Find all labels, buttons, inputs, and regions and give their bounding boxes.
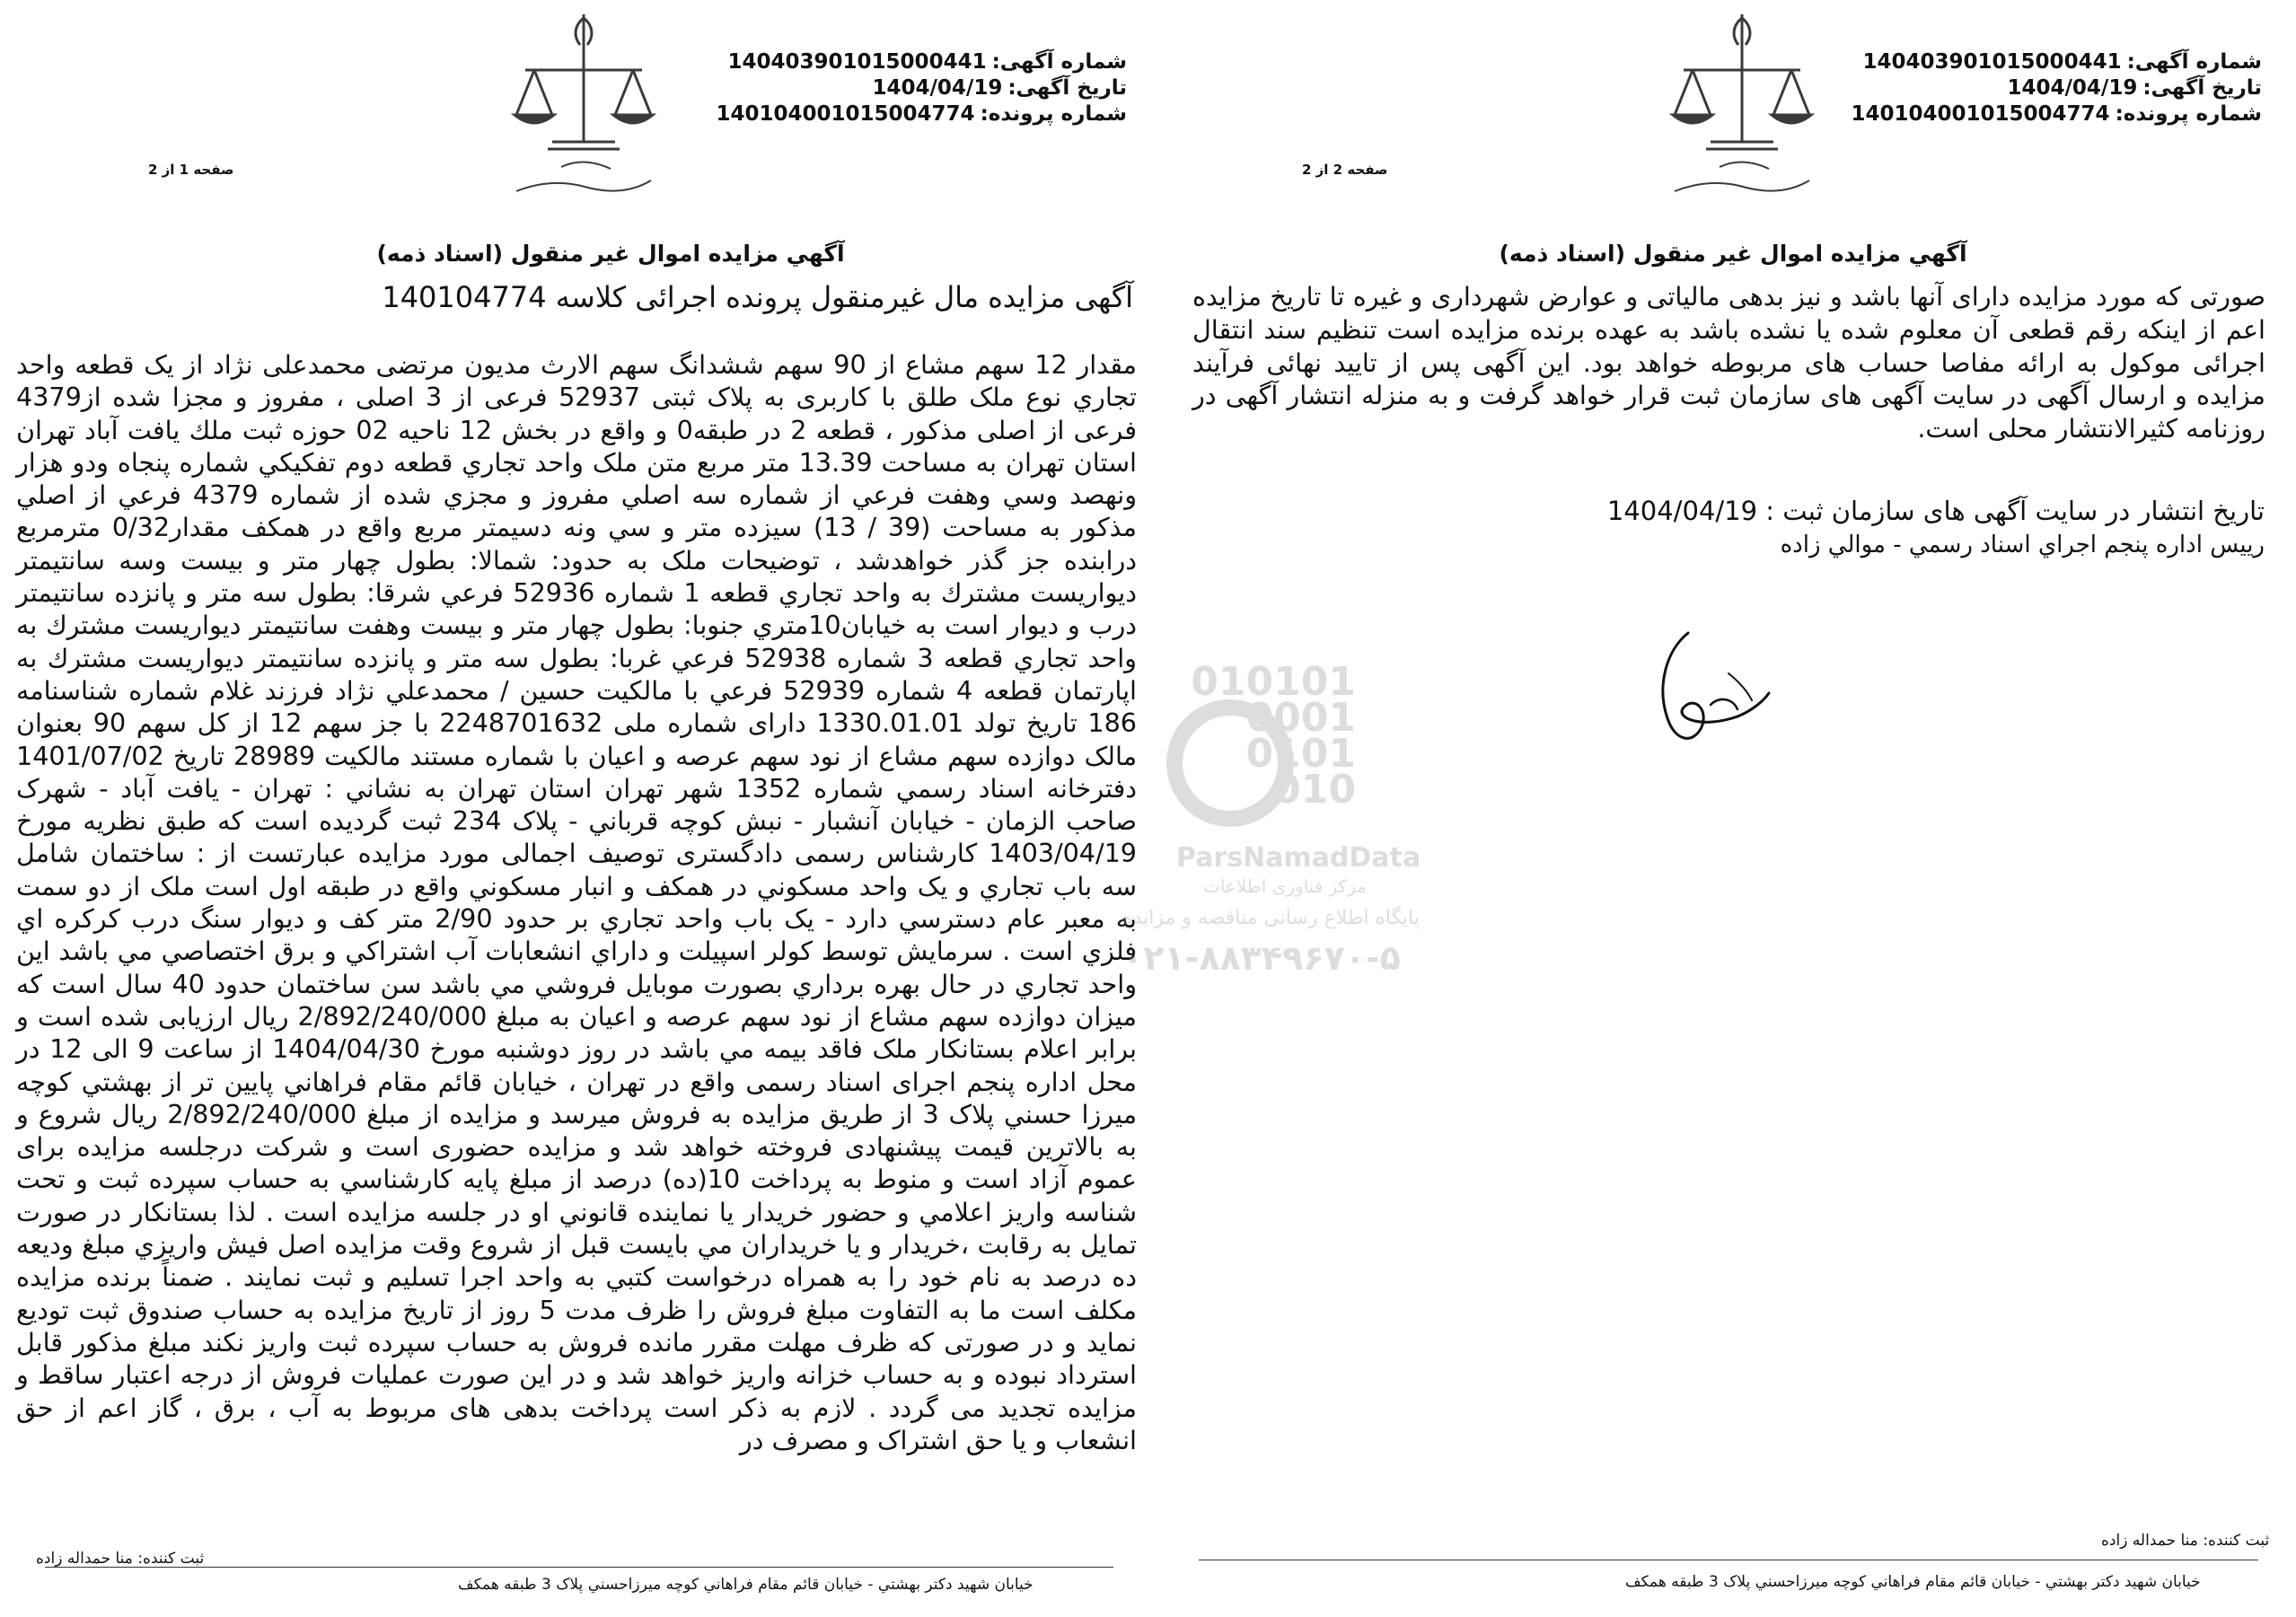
registrar-name: منا حمداله زاده — [36, 1550, 133, 1568]
case-number: 140104001015004774 — [716, 102, 975, 126]
notice-number: 140403901015000441 — [1862, 50, 2122, 74]
notice-date: 1404/04/19 — [872, 76, 1003, 100]
watermark-phone: ۰۲۱-۸۸۳۴۹۶۷۰-۵ — [1122, 938, 1401, 978]
case-number-row: شماره پرونده:140104001015004774 — [1851, 102, 2262, 126]
publication-date-value: 1404/04/19 — [1606, 496, 1758, 526]
watermark-brand: ParsNamadData — [1176, 842, 1421, 874]
footer-divider — [45, 1567, 1113, 1568]
watermark-info: پایگاه اطلاع رسانی مناقصه و مزایده — [1122, 907, 1420, 929]
notice-header-meta — [1852, 49, 2263, 127]
notice-header-meta — [717, 49, 1128, 127]
notice-subtitle: آگهی مزایده مال غیرمنقول پرونده اجرائی کلاسه 140104774 — [382, 280, 1133, 314]
case-number: 140104001015004774 — [1851, 102, 2110, 126]
notice-title: آگهي مزايده اموال غير منقول (اسناد ذمه) — [1499, 241, 1967, 267]
notice-body-text: مقدار 12 سهم مشاع از 90 سهم ششدانگ سهم الارث مدیون مرتضی محمدعلی نژاد از یک قطعه واحد تجاري نوع ملک طلق با کاربری به پلاک ثبتی 52937 فرعی از 3 اصلی ، مفروز و مجزا شده از4379 فرعی از اصلی مذکور ، قطعه 2 در طبقه0 و واقع در بخش 12 ناحیه 02 حوزه ثبت ملك یافت آباد تهران استان تهران به مساحت 13.39 متر مربع متن ملک واحد تجاري قطعه دوم تفکيکي شماره پنجاه ودو هزار ونهصد وسي وهفت فرعي از شماره سه اصلي مفروز و مجزي شده از شماره 4379 فرعي از اصلي مذکور به مساحت (39 / 13) سيزده متر و سي ونه دسيمتر مربع واقع در همکف مقدار0/32 مترمربع درابنده جز گذر خواهدشد ، توضیحات ملک به حدود: شمالا: بطول چهار متر و بيست وسه سانتيمتر ديواريست مشترك به واحد تجاري قطعه 1 شماره 52936 فرعي شرقا: بطول سه متر و پانزده سانتيمتر درب و ديوار است به خيابان10متري جنوبا: بطول چهار متر و بيست وهفت سانتيمتر ديواريست مشترك به واحد تجاري قطعه 3 شماره 52938 فرعي غربا: بطول سه متر و پانزده سانتيمتر ديواريست مشترك به اپارتمان قطعه 4 شماره 52939 فرعي با مالکیت حسین / محمدعلي نژاد فرزند غلام شماره شناسنامه 186 تاریخ تولد 1330.01.01 دارای شماره ملی 2248701632 با جز سهم 12 از کل سهم 90 بعنوان مالک دوازده سهم مشاع از نود سهم عرصه و اعیان با شماره مستند مالکیت 28989 تاریخ 1401/07/02 دفترخانه اسناد رسمي شماره 1352 شهر تهران استان تهران به نشاني : تهران - يافت آباد - شهرک صاحب الزمان - خيابان آنشبار - نبش کوچه قرباني - پلاک 234 ثبت گرديده است که طبق نظريه مورخ 1403/04/19 کارشناس رسمی دادگستری توصیف اجمالی مورد مزایده عبارتست از : ساختمان شامل سه باب تجاري و يک واحد مسکوني در همکف و انبار مسکوني واقع در طبقه اول است ملک از دو سمت به معبر عام دسترسي دارد - يک باب واحد تجاري بر حدود 2/90 متر کف و ديوار سنگ درب کرکره اي فلزي است . سرمايش توسط کولر اسپيلت و داراي انشعابات آب اشتراکي و برق اختصاصي مي باشد اين واحد تجاري در حال بهره برداري بصورت موبايل فروشي مي باشد سن ساختمان حدود 40 سال است که ميزان دوازده سهم مشاع از نود سهم عرصه و اعيان به مبلغ 2/892/240/000 ريال ارزيابی شده است و برابر اعلام بستانکار ملک فاقد بيمه مي باشد در روز دوشنبه مورخ 1404/04/30 از ساعت 9 الی 12 در محل اداره پنجم اجرای اسناد رسمی واقع در تهران ، خيابان قائم مقام فراهاني پايين تر از بهشتي کوچه ميرزا حسني پلاک 3 از طريق مزايده به فروش ميرسد و مزايده از مبلغ 2/892/240/000 ريال شروع و به بالاترين قيمت پيشنهادی فروخته خواهد شد و مزايده حضوری است و شرکت درجلسه مزايده برای عموم آزاد است و منوط به پرداخت 10(ده) درصد از مبلغ پايه کارشناسي به حساب سپرده ثبت و تحت شناسه واريز اعلامي و حضور خريدار يا نماينده قانوني او در جلسه مزايده است . لذا بستانکار در صورت تمايل به رقابت ،خريدار و يا خريداران مي بايست قبل از شروع وقت مزايده اصل فيش واريزي مبلغ وديعه ده درصد به نام خود را به همراه درخواست کتبي به واحد اجرا تسليم و ثبت نمايند . ضمناً برنده مزايده مکلف است ما به التفاوت مبلغ فروش را ظرف مدت 5 روز از تاريخ مزايده به حساب صندوق ثبت توديع نمايد و در صورتی که ظرف مهلت مقرر مانده فروش به حساب سپرده ثبت واريز نکند مبلغ مذکور قابل استرداد نبوده و به حساب خزانه واريز خواهد شد و در اين صورت عمليات فروش از درجه اعتبار ساقط و مزايده تجديد می گردد . لازم به ذکر است پرداخت بدهی های مربوط به آب ، برق ، گاز اعم از حق انشعاب و يا حق اشتراک و مصرف در — [16, 349, 1138, 1455]
office-address: خيابان شهيد دکتر بهشتي - خيابان قائم مقام فراهاني کوچه ميرزاحسني پلاک 3 طبقه همکف — [458, 1576, 1034, 1594]
registrar-name: منا حمداله زاده — [2101, 1532, 2198, 1550]
publication-date: تاریخ انتشار در سایت آگهی های سازمان ثبت : 1404/04/19 — [1606, 496, 2265, 526]
page-number: صفحه 2 از 2 — [1302, 162, 1388, 178]
office-chief: رييس اداره پنجم اجراي اسناد رسمي - موالي زاده — [1780, 532, 2265, 558]
notice-number-row: شماره آگهی:140403901015000441 — [1862, 50, 2262, 74]
watermark-binary: 010101 0001 0101 010 — [1191, 659, 1356, 813]
registrar: ثبت کننده: منا حمداله زاده — [36, 1550, 205, 1568]
signature-icon — [1603, 611, 1791, 785]
notice-number-row: شماره آگهی:140403901015000441 — [727, 50, 1127, 74]
case-number-row: شماره پرونده:140104001015004774 — [716, 102, 1127, 126]
notice-date-row: تاریخ آگهی:1404/04/19 — [2007, 76, 2262, 100]
watermark-tagline: مرکز فناوری اطلاعات — [1203, 875, 1367, 897]
page-number: صفحه 1 از 2 — [148, 162, 234, 178]
office-address: خيابان شهيد دکتر بهشتي - خيابان قائم مقام فراهاني کوچه ميرزاحسني پلاک 3 طبقه همکف — [1625, 1573, 2201, 1591]
judiciary-emblem-icon — [498, 7, 669, 214]
notice-date-row: تاریخ آگهی:1404/04/19 — [872, 76, 1127, 100]
notice-body-text: صورتی که مورد مزایده دارای آنها باشد و نیز بدهی مالیاتی و عوارض شهرداری و غیره تا تاریخ مزایده اعم از اینکه رقم قطعی آن معلوم شده یا نشده باشد به عهده برنده مزایده است تنظیم سند انتقال اجرائی موکول به ارائه مفاصا حساب های مربوطه خواهد بود. این آگهی پس از تایید نهائی فرآیند مزایده و ارسال آگهی در سایت آگهی های سازمان ثبت قرار خواهد گرفت و به منزله انتشار آگهی در روزنامه کثیرالانتشار محلی است. — [1192, 281, 2265, 444]
notice-number: 140403901015000441 — [727, 50, 987, 74]
parsnamad-watermark — [1122, 646, 1421, 988]
judiciary-emblem-icon — [1657, 7, 1827, 214]
notice-date: 1404/04/19 — [2007, 76, 2138, 100]
watermark-logo-icon — [1158, 682, 1302, 844]
notice-title: آگهي مزايده اموال غير منقول (اسناد ذمه) — [376, 241, 845, 267]
registrar: ثبت کننده: منا حمداله زاده — [2101, 1532, 2270, 1550]
